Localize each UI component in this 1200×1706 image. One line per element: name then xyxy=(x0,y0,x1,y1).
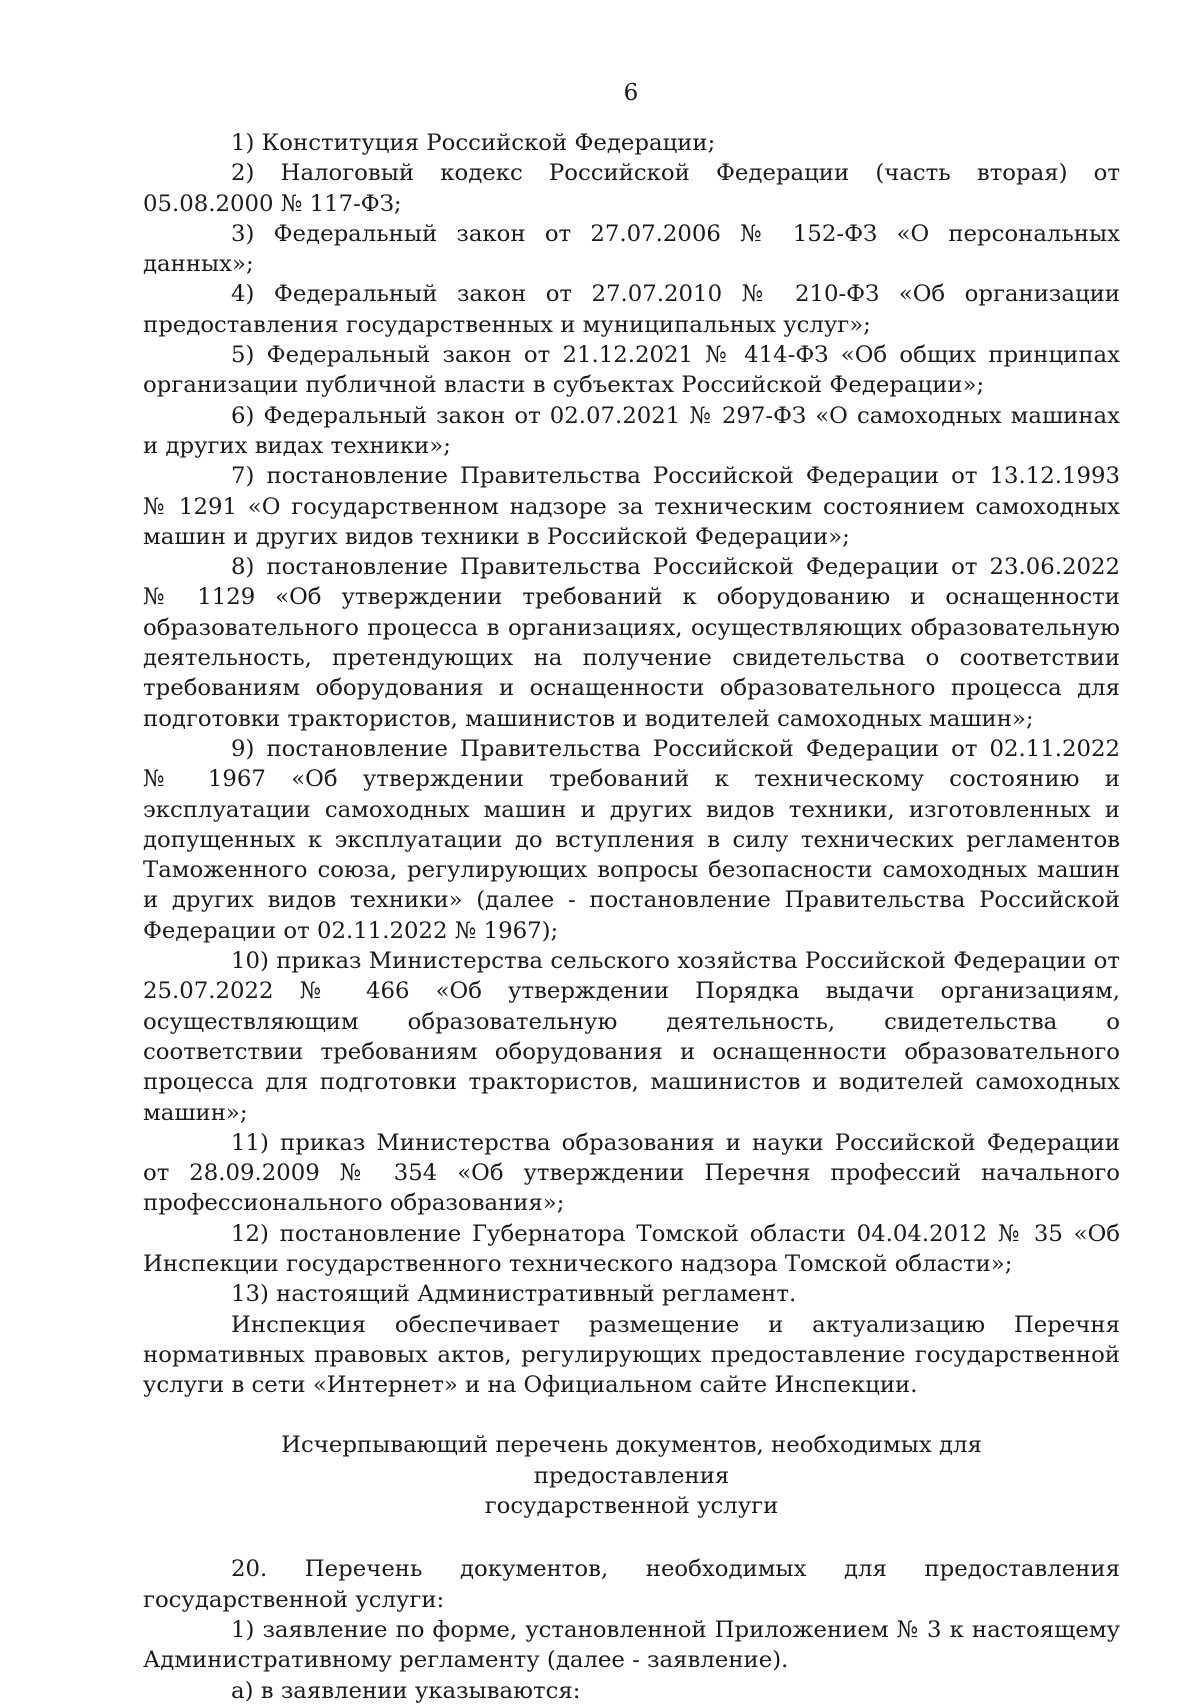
page-content xyxy=(143,128,1120,1706)
list-item: 4) Федеральный закон от 27.07.2010 № 210-ФЗ «Об организации предоставления государственных и муниципальных услуг»; xyxy=(143,281,1120,338)
list-item: 10) приказ Министерства сельского хозяйства Российской Федерации от 25.07.2022 № 466 «Об утверждении Порядка выдачи организациям, осуществляющим образовательную деятельность, свидетельства о соответствии требованиям оборудования и оснащенности образовательного процесса для подготовки трактористов, машинистов и водителей самоходных машин»; xyxy=(143,948,1120,1126)
documents-paragraph: 1) заявление по форме, установленной Приложением № 3 к настоящему Административному регламенту (далее - заявление). xyxy=(143,1616,1120,1674)
list-item: 1) Конституция Российской Федерации; xyxy=(231,130,716,156)
list-item: 3) Федеральный закон от 27.07.2006 № 152-ФЗ «О персональных данных»; xyxy=(143,220,1120,278)
documents-section xyxy=(143,1554,1120,1705)
list-item: 5) Федеральный закон от 21.12.2021 № 414-ФЗ «Об общих принципах организации публичной власти в субъектах Российской Федерации»; xyxy=(143,342,1120,399)
list-item: 11) приказ Министерства образования и науки Российской Федерации от 28.09.2009 № 354 «Об утверждении Перечня профессий начального профессионального образования»; xyxy=(143,1129,1120,1217)
list-item: 12) постановление Губернатора Томской области 04.04.2012 № 35 «Об Инспекции государственного технического надзора Томской области»; xyxy=(143,1220,1120,1277)
legal-acts-list xyxy=(143,128,1120,1310)
list-item: 2) Налоговый кодекс Российской Федерации (часть вторая) от 05.08.2000 № 117-ФЗ; xyxy=(143,160,1120,217)
list-item: 7) постановление Правительства Российской Федерации от 13.12.1993 № 1291 «О государственном надзоре за техническим состоянием самоходных машин и других видов техники в Российской Федерации»; xyxy=(143,463,1120,550)
page-number: 6 xyxy=(623,80,639,106)
section-heading-line-1: Исчерпывающий перечень документов, необходимых для предоставления xyxy=(281,1432,982,1489)
list-item: 9) постановление Правительства Российской Федерации от 02.11.2022 № 1967 «Об утверждении требований к техническому состоянию и эксплуатации самоходных машин и других видов техники, изготовленных и допущенных к эксплуатации до вступления в силу технических регламентов Таможенного союза, регулирующих вопросы безопасности самоходных машин и других видов техники» (далее - постановление Правительства Российской Федерации от 02.11.2022 № 1967); xyxy=(143,735,1120,944)
list-item: 6) Федеральный закон от 02.07.2021 № 297-ФЗ «О самоходных машинах и других видах техники»; xyxy=(143,402,1120,459)
section-heading-line-2: государственной услуги xyxy=(484,1493,779,1520)
inspection-paragraph: Инспекция обеспечивает размещение и актуализацию Перечня нормативных правовых актов, регулирующих предоставление государственной услуги в сети «Интернет» и на Официальном сайте Инспекции. xyxy=(143,1311,1120,1399)
list-item: 13) настоящий Административный регламент. xyxy=(231,1281,797,1308)
documents-paragraph: 20. Перечень документов, необходимых для предоставления государственной услуги: xyxy=(143,1556,1120,1613)
section-heading xyxy=(143,1430,1120,1521)
list-item: 8) постановление Правительства Российской Федерации от 23.06.2022 № 1129 «Об утверждении требований к оборудованию и оснащенности образовательного процесса в организациях, осуществляющих образовательную деятельность, претендующих на получение свидетельства о соответствии требованиям оборудования и оснащенности образовательного процесса для подготовки трактористов, машинистов и водителей самоходных машин»; xyxy=(143,554,1120,732)
documents-paragraph: а) в заявлении указываются: xyxy=(231,1677,581,1704)
